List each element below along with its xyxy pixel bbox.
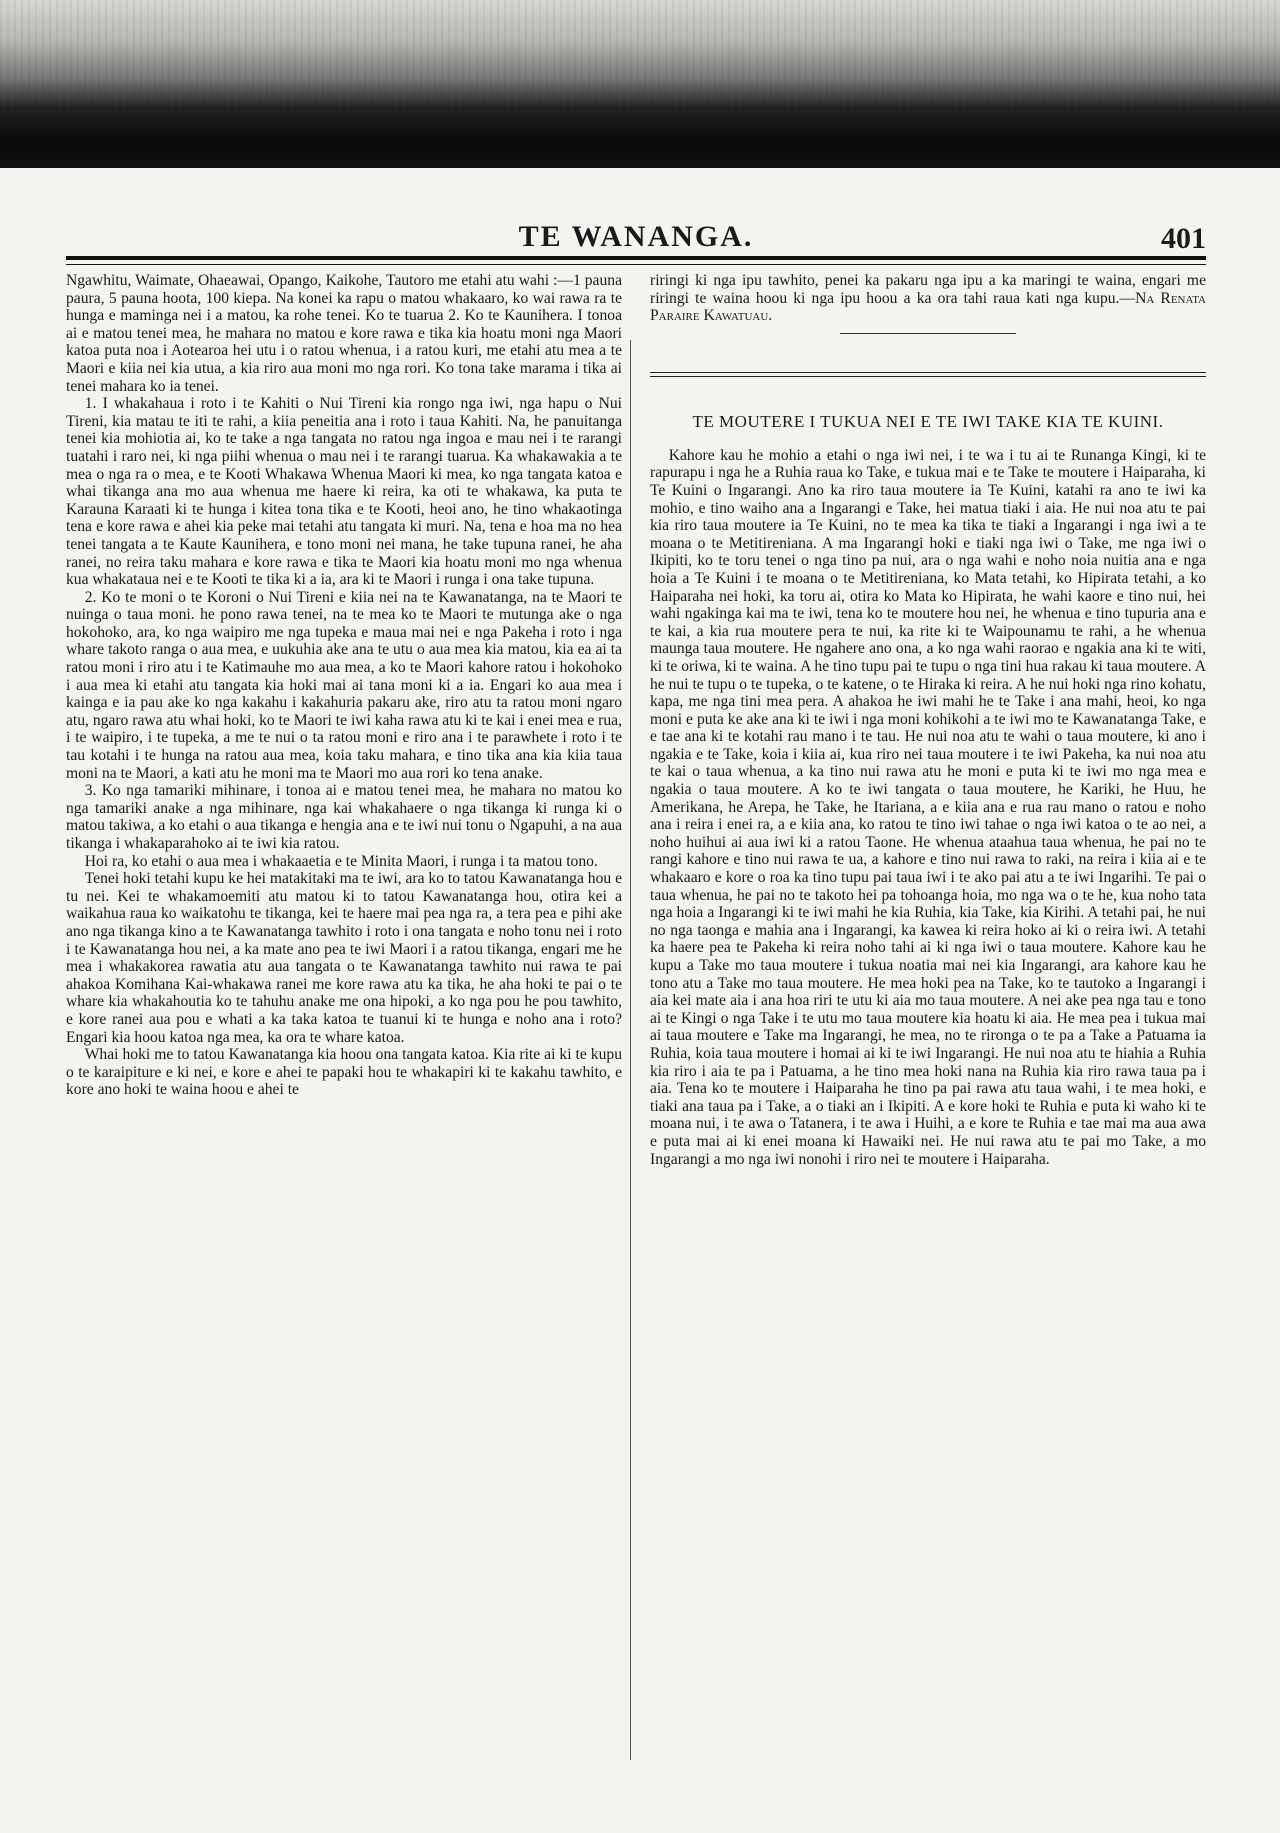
column-divider	[630, 340, 631, 1760]
article-separator	[650, 372, 1206, 377]
right-column	[650, 272, 1206, 1168]
header-rule	[66, 256, 1206, 260]
paragraph: 3. Ko nga tamariki mihinare, i tonoa ai e matou tenei mea, he mahara no matou ko nga tamariki anake a nga mihinare, nga kai whakahaere o nga tikanga ki runga ki o matou takiwa, a ko etahi o aua tikanga e hengia ana e te iwi nui tonu o Ngapuhi, a na aua tikanga i whakaparahoko ai te iwi kia ratou.	[66, 782, 622, 852]
letter-end-rule	[840, 333, 1016, 334]
signature: Na Renata Paraire Kawatuau.	[650, 289, 1206, 325]
paragraph: 1. I whakahaua i roto i te Kahiti o Nui Tireni kia rongo nga iwi, nga hapu o Nui Tireni, kia matau te iti te rahi, a kiia peneitia ana i roto i taua Kahiti. Na, he panuitanga tenei kia mohiotia ai, ko te take a nga tangata no ratou nga ingoa e mau nei i te rarangi tuatahi i raro nei, ki nga piihi whenua o mau nei i te rarangi tuarua. Ka whakawakia a te mea o nga ra o mea, e te Kooti Whakawa Whenua Maori ki mea, ko nga tangata katoa e whai tikanga ana mo aua whenua me haere ki reira, ka oti te whakawa, ka puta te Karauna Karaati ki te hunga i kitea tona tika e te Kooti, heoi ano, he tino whakaotinga tena e kore rawa e ahei kia peke mai tetahi atu tangata ki muri. Na, tena e hoa ma no hea tenei tangata a te Kaute Kaunihera, e tono moni nei mana, he take tupuna ranei, he aha ranei, no reira taku mahara e kore rawa e tika te Maori kia hoatu moni mo nga whenua kua whakataua nei e te Kooti te tika ki a ia, ara ki te Maori i runga i ona take tupuna.	[66, 395, 622, 589]
article-title: TE MOUTERE I TUKUA NEI E TE IWI TAKE KIA TE KUINI.	[692, 411, 1164, 431]
paragraph: Whai hoki me to tatou Kawanatanga kia hoou ona tangata katoa. Kia rite ai ki te kupu o te karaipiture e ki nei, e kore e ahei te papaki hou te whakapiri ki te kakahu tawhito, e kore ano hoki te waina hoou e ahei te	[66, 1046, 622, 1099]
scan-top-band	[0, 0, 1280, 168]
letter-continuation	[650, 272, 1206, 325]
page-header	[66, 218, 1206, 258]
paragraph: Hoi ra, ko etahi o aua mea i whakaaetia e te Minita Maori, i runga i ta matou tono.	[84, 852, 598, 870]
paragraph: 2. Ko te moni o te Koroni o Nui Tireni e kiia nei na te Kawanatanga, na te Maori te nuinga o taua moni. he pono rawa tenei, na te mea ko te Maori te mutunga ake o nga hokohoko, ara, ko nga waipiro me nga tupeka e maua mai nei e nga Pakeha i roto i nga whare takoto ranga o aua mea, e uukuhia ake ana te utu o aua mea kia matou, kia ea ai ta ratou moni i riro atu i te Katimauhe mo aua mea, a ko te Maori kahore ratou i hokohoko i aua mea ki etahi atu tangata kia hoki mai ai tana moni ki a ia. Engari ko aua mea i kainga e ia pau ake ko nga kakahu i kakahuria pakaru ake, riro atu ta ratou moni ngaro atu, ngaro rawa atu whai hoki, ko te Maori te iwi kaha rawa atu ki te kai i enei mea e rua, i te waipiro, i te tupeka, a me te nui o ta ratou moni e riro ana i te parawhete i roto i te tau kotahi i te hunga na ratou aua mea, koia taku mahara, e tino tika ana kia kiia taua moni na te Maori, a kati atu he moni ma te Maori mo aua rori ko tena anake.	[66, 588, 622, 782]
paragraph: Tenei hoki tetahi kupu ke hei matakitaki ma te iwi, ara ko to tatou Kawanatanga hou e tu nei. Kei te whakamoemiti atu matou ki to tatou Kawanatanga hou, otira kei a waikahua raua ko waikatohu te tikanga, kei te haere mai pea nga ra, a tera pea e pihi ake ano nga tikanga kino a te Kawanatanga tawhito i roto i ona tangata e noho tonu nei i roto i te Kawanatanga hou nei, a ka mate ano pea te iwi Maori i a ratou tikanga, engari me he mea i whakakorea rawatia atu aua tangata o te Kawanatanga tawhito nui rawa te pai ahakoa Komihana Kai-whakawa ranei me kore rawa atu ka tika, he aha hoki te pai o te whare kia whakahoutia ko te tahuhu anake me ona hipoki, a ko nga pou he pou tawhito, e kore ranei aua pou e whati a ka taka katoa te tuanui ki te hunga e noho ana i roto? Engari kia hoou katoa nga mea, ka ora te whare katoa.	[66, 870, 622, 1046]
header-rule-thin	[66, 264, 1206, 265]
masthead: TE WANANGA.	[518, 220, 754, 253]
paragraph: Kahore kau he mohio a etahi o nga iwi nei, i te wa i tu ai te Runanga Kingi, ki te rapurapu i nga he a Ruhia raua ko Take, e tukua mai e te Take te moutere i Haiparaha, ki Te Kuini o Ingarangi. Ano ka riro taua moutere ia Te Kuini, katahi ra ano te iwi ka mohio, e tino waiho ana a Ingarangi e Take, hei matua tiaki i aia. He nui noa atu te pai kia riro taua moutere ia Te Kuini, no te mea ka tika te tiaki a Ingarangi i nga iwi a te moana o te Metitireniana. A ma Ingarangi hoki e tiaki nga iwi o Take, me nga iwi o Ikipiti, ko te toru tenei o nga tino pa nui, ara o nga wahi e noho noia nuitia ana e nga hoia a Te Kuini i te moana o te Metitireniana, ko Mata tetahi, ko Hipirata tetahi, a ko Haiparaha nei hoki, ka toru ai, otira ko Mata ko Hipirata, he wahi kaore e tino nui, hei wahi ngakinga kai ma te iwi, tena ko te moutere hou nei, he whenua e tino tupuria ana e te kai, a kia rua moutere pera te nui, ka rite ki te Waipounamu te rahi, a he whenua maunga taua moutere. He ngahere ano ona, a ko nga wahi raorao e ngakia ana ki te witi, ki te oriwa, ki te waina. A he tino tupu pai te tupu o nga tini hua rakau ki taua moutere. A he nui te tupu o te tupeka, o te katene, o te Hiraka ki reira. A he nui hoki nga rino kohatu, kapa, me nga tini mea pera. A ahakoa he iwi mahi he te Take i ana mahi, heoi, ko nga moni e puta ke ake ana ki te iwi i nga moni kohikohi a te iwi mo te Kawanatanga Take, e e tae ana ki te kotahi rau mano i te tau. He nui noa atu te wahi o taua moutere, ki ano i ngakia e te Take, koia i kiia ai, kua riro nei taua moutere i te iwi Pakeha, ka nui noa atu te kai o taua whenua, a ka tino nui rawa atu he moni e puta ki te iwi mo nga mea e ngakia o taua moutere. A ko te iwi tangata o taua moutere, he Kariki, he Huu, he Amerikana, he Arepa, he Take, he Itariana, a e kiia ana e rua rau mano o ratou e noho ana i reira i enei ra, a e kiia ana, ko ratou te tino iwi tahae o nga iwi katoa o te ao nei, a noho huihui ai aua iwi ki a ratou Taone. He whenua ataahua taua whenua, he pai no te rangi kahore e tino nui rawa te ua, a kahore e tino nui rawa to raki, na reira i kiia ai e te whakaaro e kore o roa ka tino tupu pai taua iwi i te ako pai atu a te iwi Ingarihi. Te pai o taua whenua, he pai no te takoto hei pa tohoanga hoia, mo nga wa o te he, kua noho tata nga hoia a Ingarangi ki te iwi mahi he kia Ruhia, kia Take, kia Kirihi. A tetahi pai, he nui no nga taonga e mahia ana i Ingarangi, ka kawea ki reira hoko ai ki o reira iwi. A tetahi ka haere pea te Pakeha ki reira noho tahi ai ki nga iwi o taua moutere. Kahore kau he kupu a Take mo taua moutere i tukua noatia mai nei kia Ingarangi, ara kahore kau he tono atu a Take mo taua moutere. He mea hoki pea na Take, ko te tautoko a Ingarangi i aia kei mate aia i ana hoa riri te utu ki aia mo taua moutere. A nei ake pea nga tau e tono ai te Kingi o nga Take i te utu mo taua moutere kia hoatu ki aia. He mea pea i tukua mai ai taua moutere e Take ma Ingarangi, he mea, no te rironga o te pa a Take a Patuama ia Ruhia, koia taua moutere i homai ai ki te iwi Ingarangi. He nui noa atu te hiahia a Ruhia kia riro i aia te pa i Patuama, a he tino mea hoki nana na Ruhia kia riro rawa taua pa i aia. Tena ko te moutere i Haiparaha he tino pa pai rawa atu taua wahi, i te mea hoki, e tiaki ana taua pa i Take, a o tiaki an i Ikipiti. A e kore hoki te Ruhia e puta ki waho ki te moana nui, i te awa o Tatanera, i te awa i Huihi, a e kore te Ruhia e tae mai ma aua awa e puta mai ai ki enei moana ki Hawaiki nei. He nui rawa atu te pai mo Take, a mo Ingarangi a mo nga iwi nonohi i riro nei te moutere i Haiparaha.	[650, 446, 1206, 1168]
left-column	[66, 272, 622, 1099]
paragraph: Ngawhitu, Waimate, Ohaeawai, Opango, Kaikohe, Tautoro me etahi atu wahi :—1 pauna paura, 5 pauna hoota, 100 kiepa. Na konei ka rapu o matou whakaaro, ko wai rawa ra te hunga e maminga nei i a matou, ka rohe tenei. Ko te tuarua 2. Ko te Kaunihera. I tonoa ai e matou tenei mea, he mahara no matou e kore rawa e tika kia hoatu moni nga Maori katoa puta noa i Aotearoa hei utu i o ratou whenua, i a ratou kuri, me etahi atu mea a te Maori e kiia nei kia utua, a kia riro aua moni mo nga rori. Ko tona take marama i tika ai tenei mahara ko ia tenei.	[66, 272, 622, 395]
continuation-text: riringi ki nga ipu tawhito, penei ka pakaru nga ipu a ka maringi te waina, engari me riringi te waina hoou ki nga ipu hoou a ka ora tahi raua kati nga kupu.—	[650, 272, 1206, 307]
page-number: 401	[1161, 222, 1206, 255]
